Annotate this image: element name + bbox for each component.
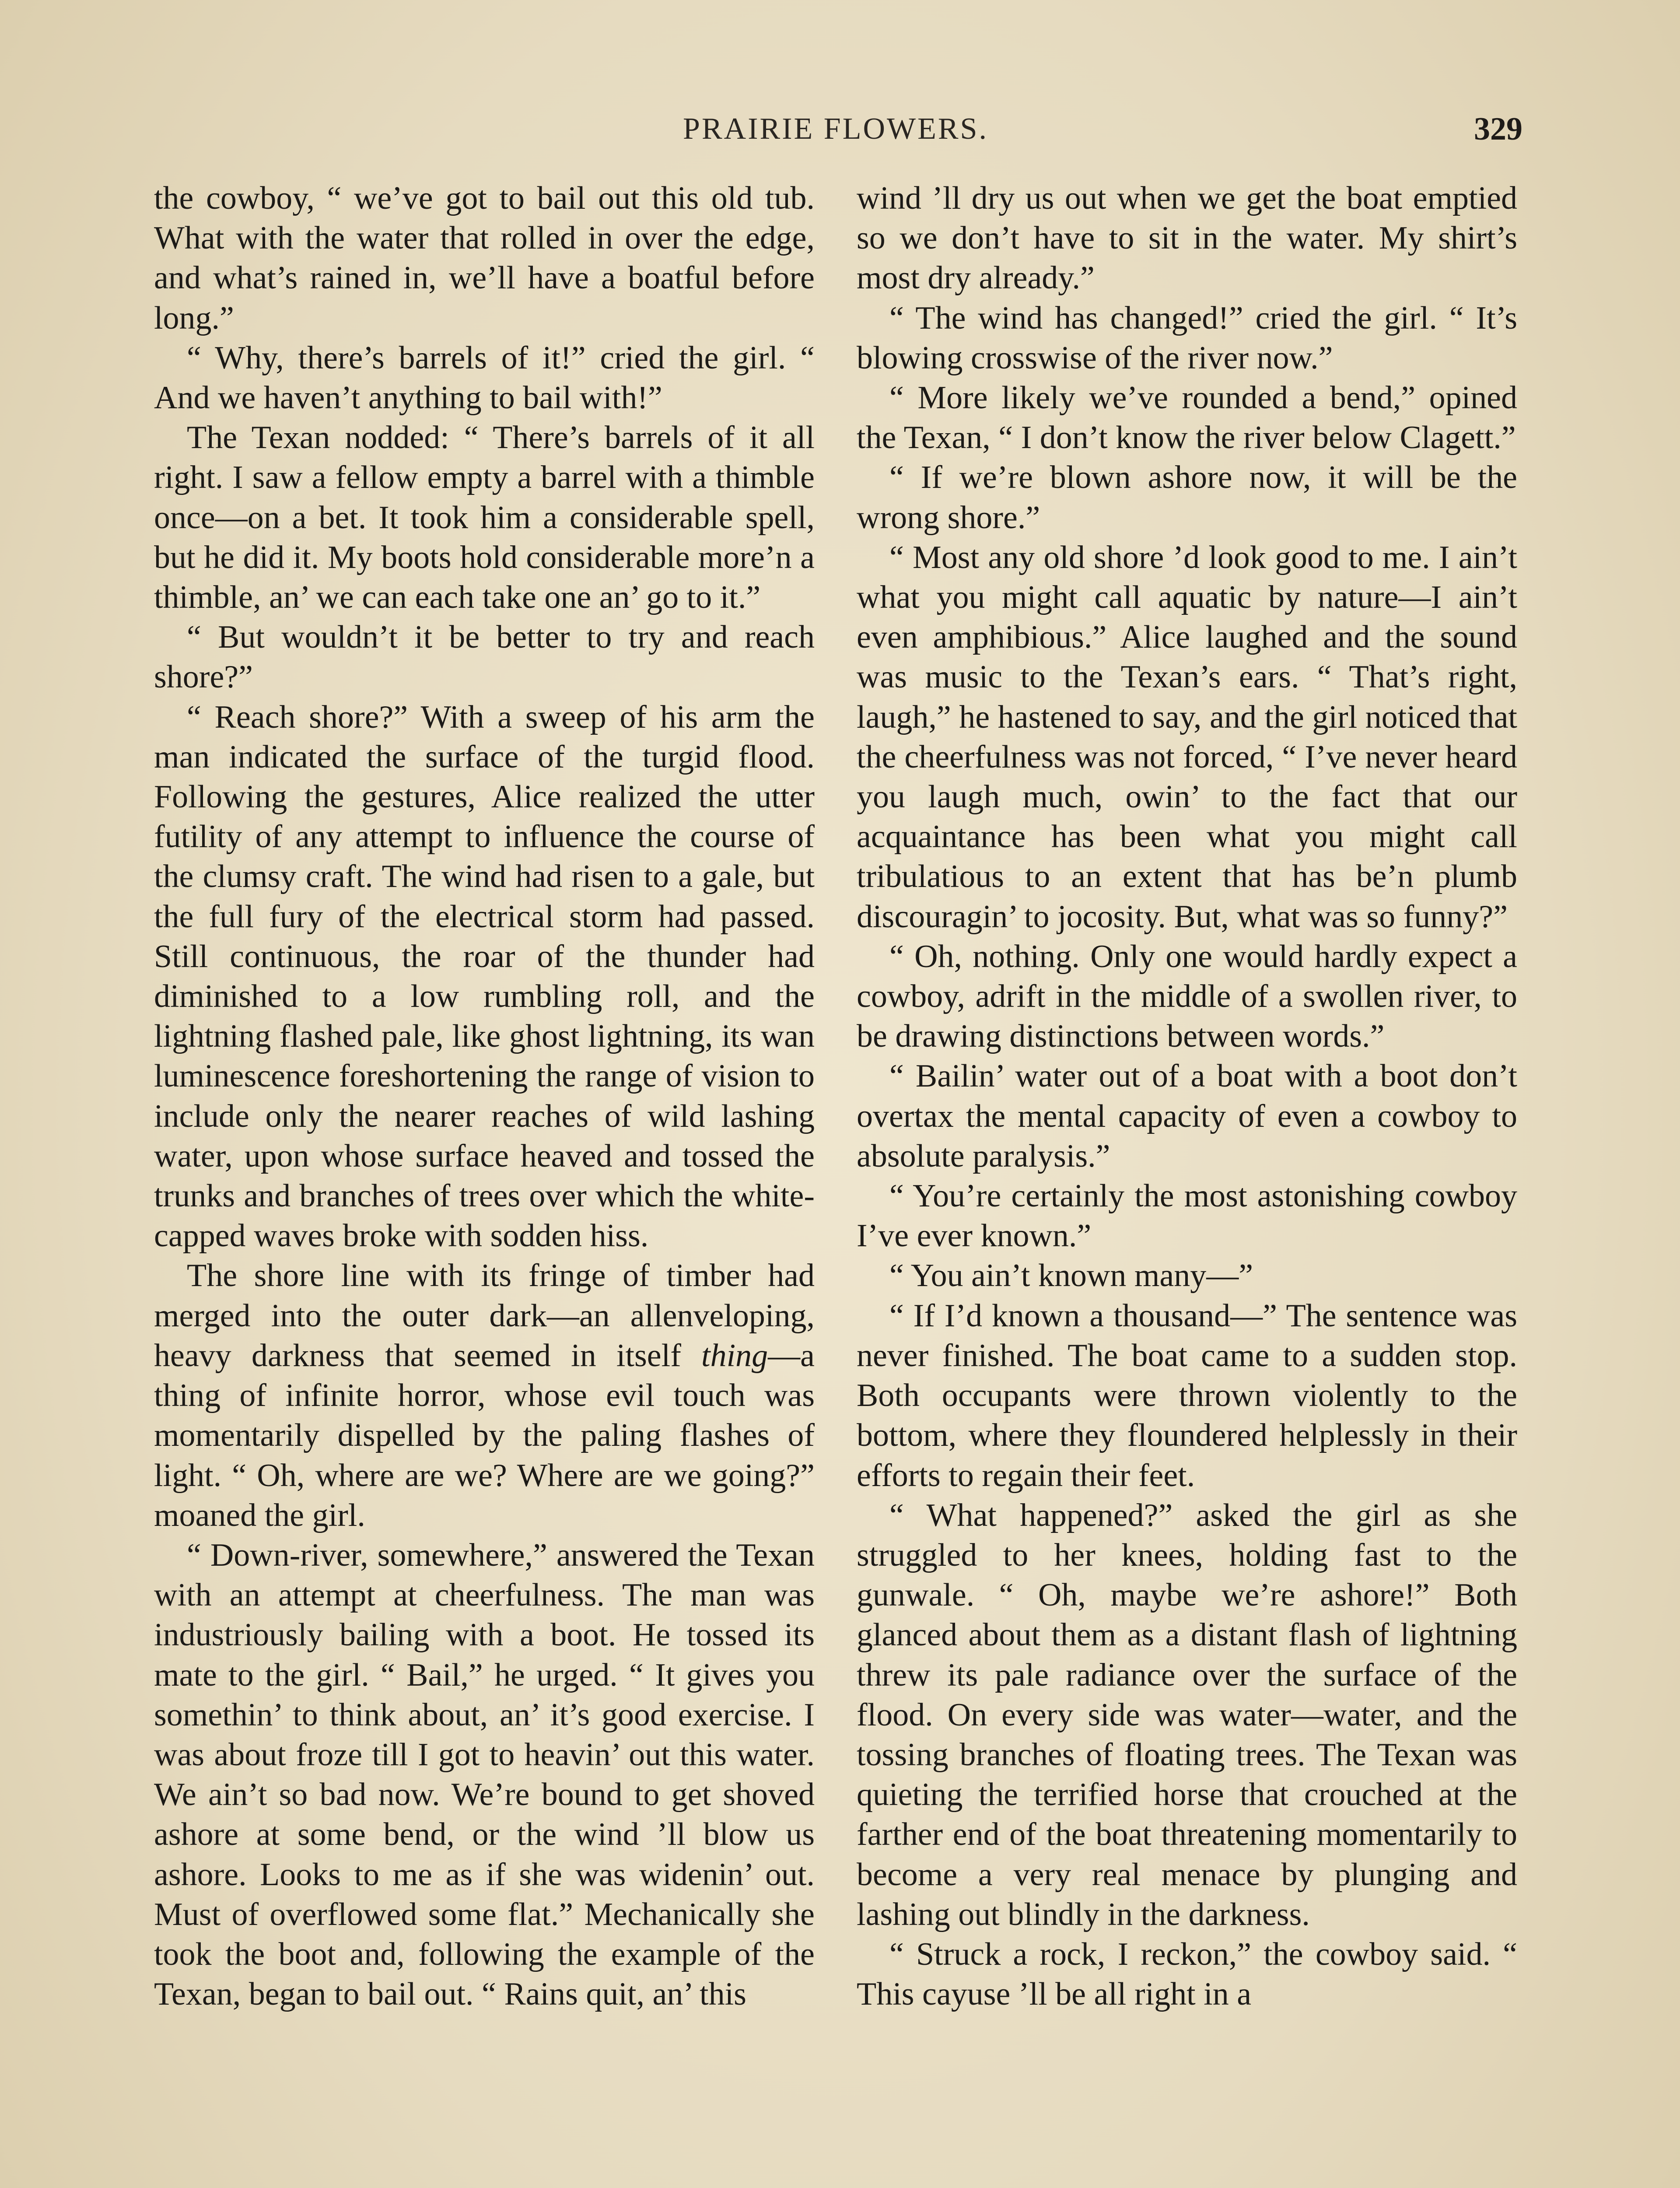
paragraph: “ More likely we’ve rounded a bend,” opined the Texan, “ I don’t know the river below Clagett.” — [857, 380, 1517, 456]
page-header — [149, 105, 1522, 153]
paragraph: “ But wouldn’t it be better to try and reach shore?” — [154, 619, 815, 695]
paragraph-text: —a thing of infinite horror, whose evil touch was momentarily dispelled by the paling flashes of light. “ Oh, where are we? Where are we going?” moaned the girl. — [154, 1337, 815, 1533]
paragraph: “ You ain’t known many—” — [889, 1258, 1253, 1294]
paragraph: “ Oh, nothing. Only one would hardly expect a cowboy, adrift in the middle of a swollen river, to be drawing distinctions between words.” — [857, 938, 1517, 1055]
paragraph: “ You’re certainly the most astonishing cowboy I’ve ever known.” — [857, 1178, 1517, 1254]
paragraph: “ Down-river, somewhere,” answered the Texan with an attempt at cheerfulness. The man was industriously bailing with a boot. He tossed its mate to the girl. “ Bail,” he urged. “ It gives you somethin’ to think about, an’ it’s good exercise. I was about froze till I got to heavin’ out this water. We ain’t so bad now. We’re bound to get shoved ashore at some bend, or the wind ’ll blow us ashore. Looks to me as if she was widenin’ out. Must of overflowed some flat.” Mechanically she took the boot and, following the example of the Texan, began to bail out. “ Rains quit, an’ this — [154, 1537, 815, 2013]
emphasized-word: thing — [701, 1337, 768, 1374]
paragraph: “ Why, there’s barrels of it!” cried the girl. “ And we haven’t anything to bail with!” — [154, 340, 815, 416]
paragraph: “ If I’d known a thousand—” The sentence was never finished. The boat came to a sudden stop. Both occupants were thrown violently to the bottom, where they floundered helplessly in their efforts to regain their feet. — [857, 1297, 1517, 1494]
right-text-column — [857, 179, 1517, 2188]
paragraph: “ What happened?” asked the girl as she struggled to her knees, holding fast to the gunwale. “ Oh, maybe we’re ashore!” Both glanced about them as a distant flash of lightning threw its pale radiance over the surface of the flood. On every side was water—water, and the tossing branches of floating trees. The Texan was quieting the terrified horse that crouched at the farther end of the boat threatening momentarily to become a very real menace by plunging and lashing out blindly in the darkness. — [857, 1497, 1517, 1932]
running-title: PRAIRIE FLOWERS. — [683, 112, 988, 146]
paragraph: “ Most any old shore ’d look good to me. I ain’t what you might call aquatic by nature—I ain’t even amphibious.” Alice laughed and the sound was music to the Texan’s ears. “ That’s right, laugh,” he hastened to say, and the girl noticed that the cheerfulness was not forced, “ I’ve never heard you laugh much, owin’ to the fact that our acquaintance has been what you might call tribulatious to an extent that has be’n plumb discouragin’ to jocosity. But, what was so funny?” — [857, 539, 1517, 935]
paragraph: “ If we’re blown ashore now, it will be the wrong shore.” — [857, 459, 1517, 536]
paragraph: “ The wind has changed!” cried the girl. “ It’s blowing crosswise of the river now.” — [857, 300, 1517, 376]
paragraph: the cowboy, “ we’ve got to bail out this old tub. What with the water that rolled in over the edge, and what’s rained in, we’ll have a boatful before long.” — [154, 180, 815, 336]
paragraph — [154, 1256, 815, 1535]
page-number: 329 — [1474, 111, 1522, 147]
paragraph: “ Reach shore?” With a sweep of his arm the man indicated the surface of the turgid flood. Following the gestures, Alice realized the utter futility of any attempt to influence the course of the clumsy craft. The wind had risen to a gale, but the full fury of the electrical storm had passed. Still continuous, the roar of the thunder had diminished to a low rumbling roll, and the lightning flashed pale, like ghost lightning, its wan luminescence foreshortening the range of vision to include only the nearer reaches of wild lashing water, upon whose surface heaved and tossed the trunks and branches of trees over which the whitecapped waves broke with sodden hiss. — [154, 699, 815, 1254]
left-text-column — [154, 179, 815, 2188]
paragraph: wind ’ll dry us out when we get the boat emptied so we don’t have to sit in the water. My shirt’s most dry already.” — [857, 180, 1517, 296]
paragraph: “ Struck a rock, I reckon,” the cowboy said. “ This cayuse ’ll be all right in a — [857, 1936, 1517, 2013]
paragraph-text: The shore line with its fringe of timber had merged into the outer dark—an allenveloping, heavy darkness that seemed in itself — [154, 1258, 815, 1374]
paragraph: “ Bailin’ water out of a boat with a boot don’t overtax the mental capacity of even a cowboy to absolute paralysis.” — [857, 1058, 1517, 1174]
paragraph: The Texan nodded: “ There’s barrels of it all right. I saw a fellow empty a barrel with a thimble once—on a bet. It took him a considerable spell, but he did it. My boots hold considerable more’n a thimble, an’ we can each take one an’ go to it.” — [154, 420, 815, 616]
